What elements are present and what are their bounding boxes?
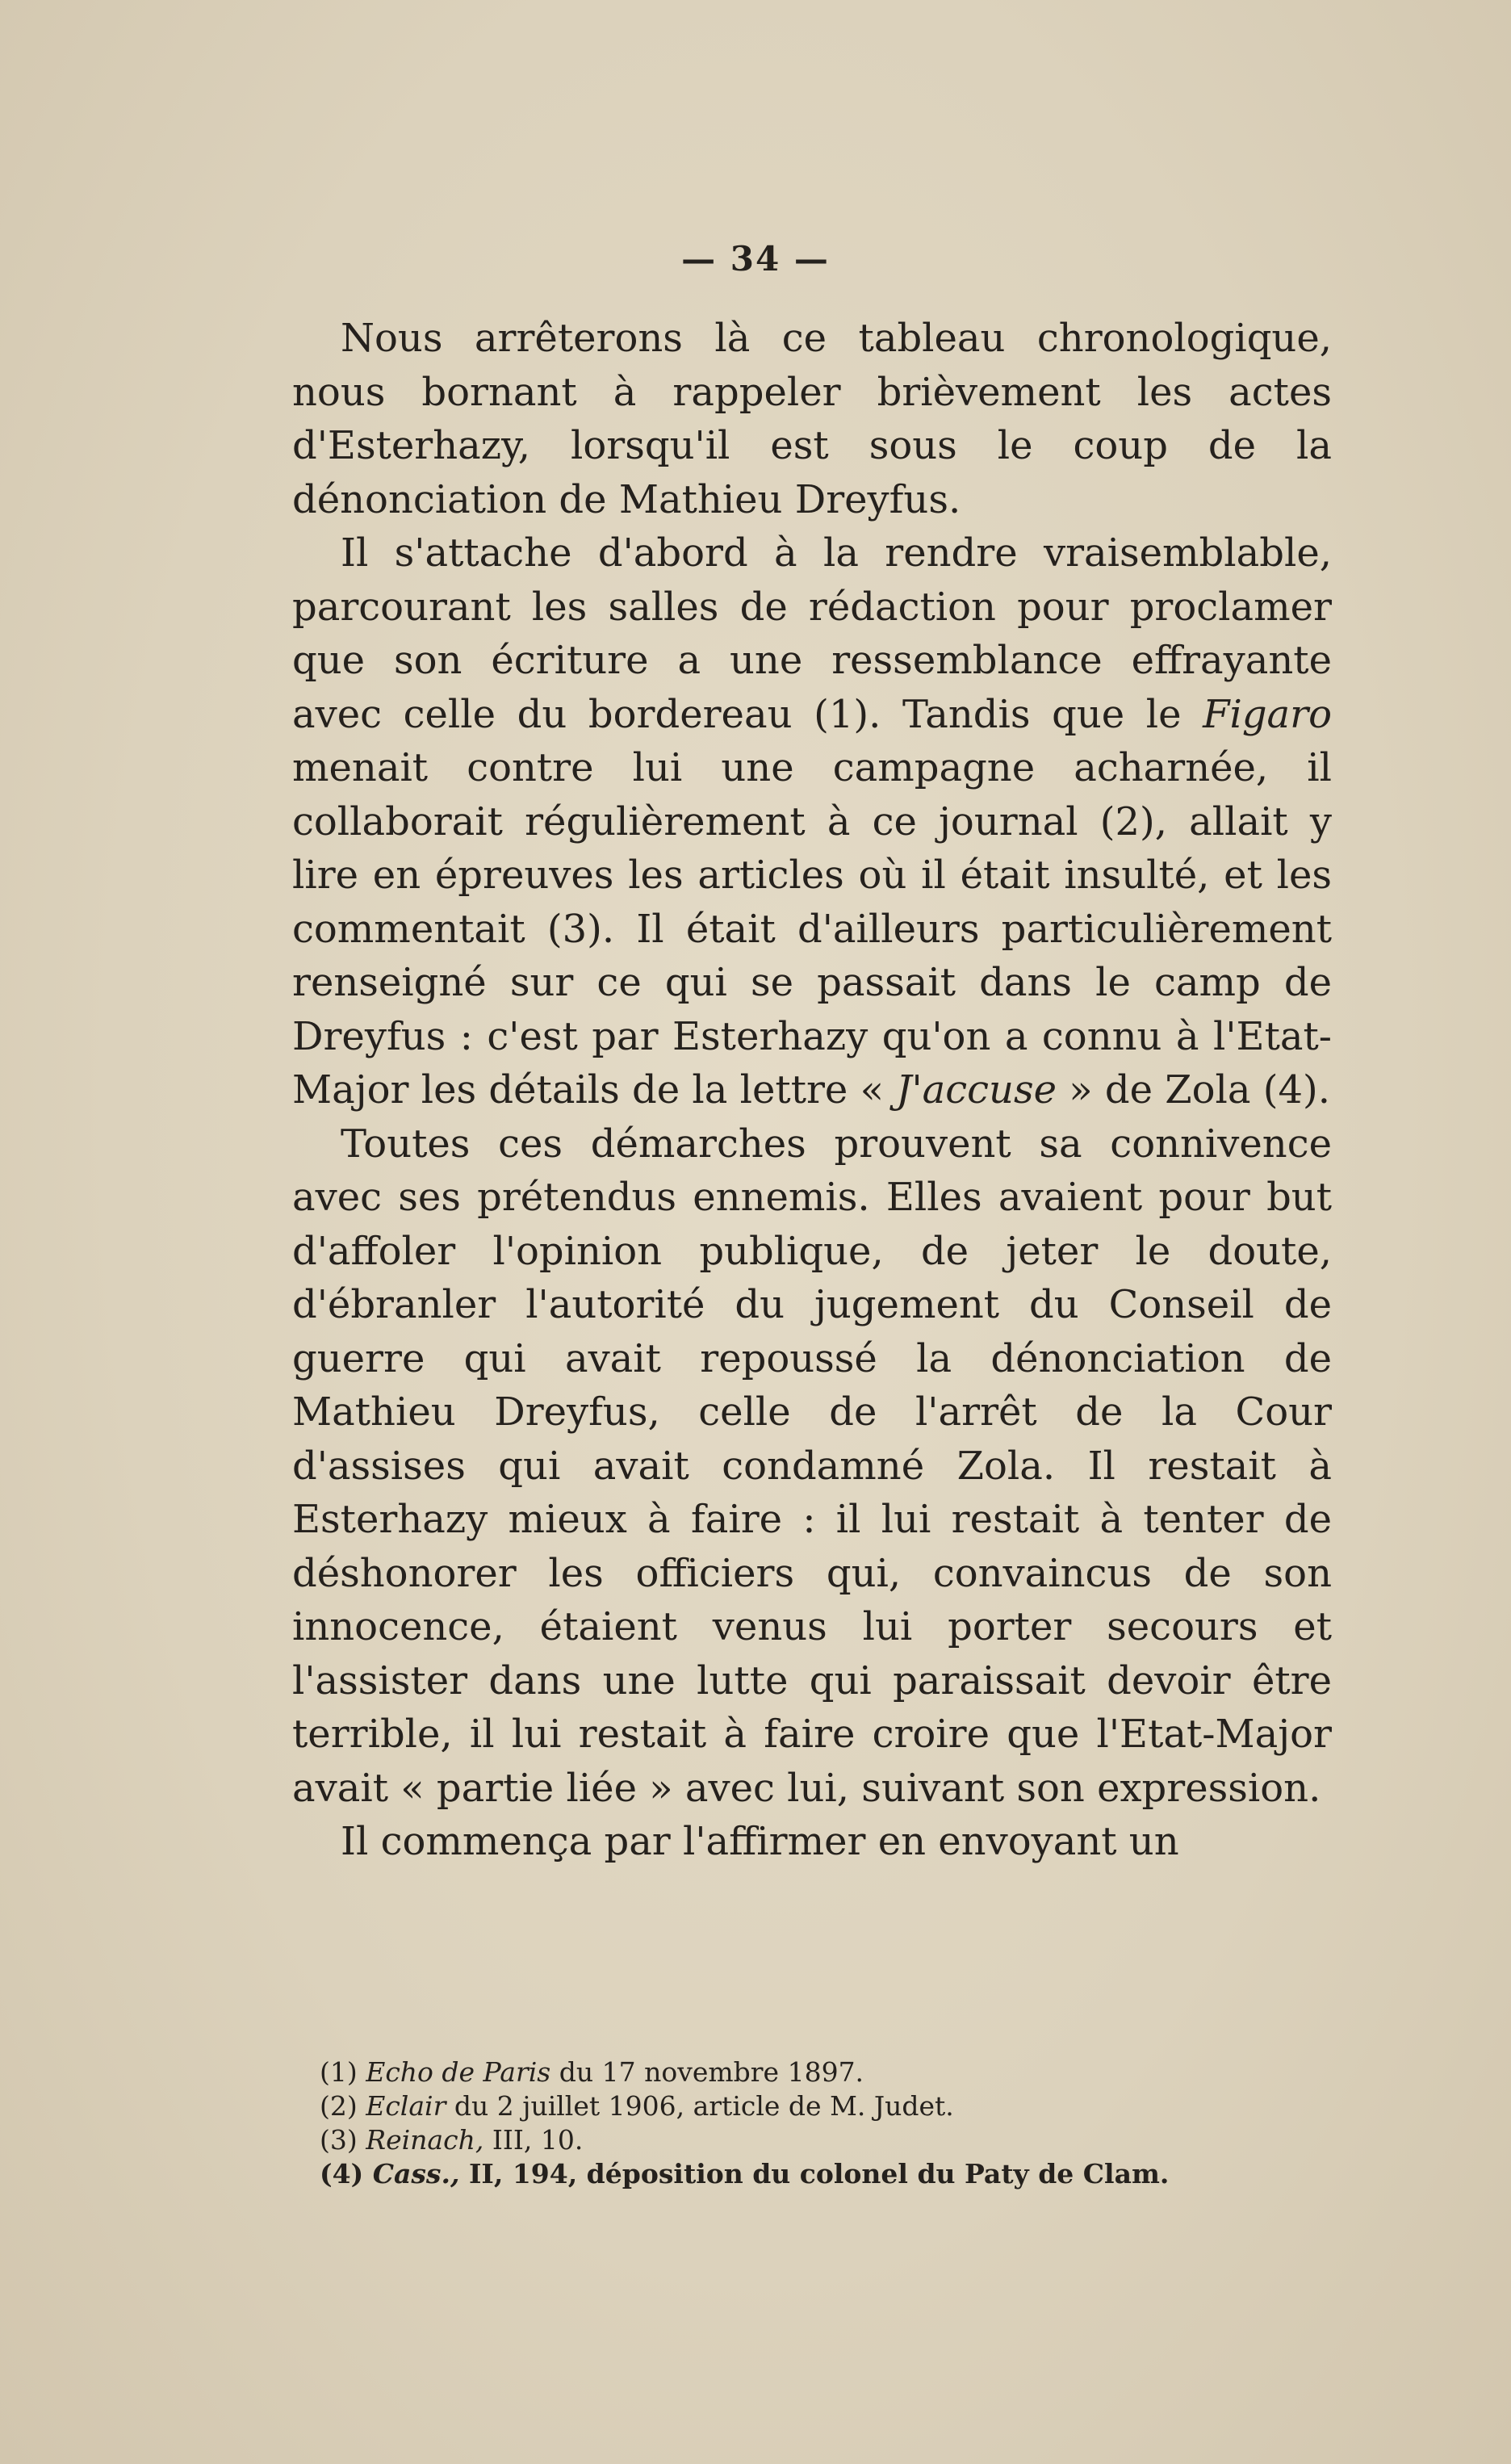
footnote-1 bbox=[320, 2055, 1337, 2089]
paragraph-2-part-a: Il s'attache d'abord à la rendre vraisemblable, parcourant les salles de rédaction pour proclamer que son écriture a une ressemblance effrayante avec celle du bordereau (1). Tandis que le bbox=[292, 530, 1332, 737]
paragraph-2-part-c: » de Zola (4). bbox=[1057, 1067, 1330, 1113]
footnote-source: Reinach, bbox=[366, 2124, 484, 2156]
body-text bbox=[292, 312, 1332, 1869]
footnote-number: (1) bbox=[320, 2056, 366, 2088]
footnote-number: (3) bbox=[320, 2124, 366, 2156]
paragraph-2 bbox=[292, 526, 1332, 1117]
footnote-text: II, 194, déposition du colonel du Paty de Clam. bbox=[459, 2158, 1170, 2190]
footnote-text: du 17 novembre 1897. bbox=[550, 2056, 864, 2088]
letter-title-jaccuse: J'accuse bbox=[896, 1067, 1057, 1113]
footnote-2 bbox=[320, 2089, 1337, 2123]
page-number: — 34 — bbox=[681, 239, 830, 279]
paragraph-1: Nous arrêterons là ce tableau chronologique, nous bornant à rappeler brièvement les actes d'Esterhazy, lorsqu'il est sous le coup de la dénonciation de Mathieu Dreyfus. bbox=[292, 316, 1332, 522]
footnotes bbox=[320, 2055, 1337, 2191]
footnote-text: III, 10. bbox=[483, 2124, 584, 2156]
footnote-number: (4) bbox=[320, 2158, 373, 2190]
footnote-3 bbox=[320, 2123, 1337, 2157]
paragraph-3: Toutes ces démarches prouvent sa connivence avec ses prétendus ennemis. Elles avaient pour but d'affoler l'opinion publique, de jeter le doute, d'ébranler l'autorité du jugement du Conseil de guerre qui avait repoussé la dénonciation de Mathieu Dreyfus, celle de l'arrêt de la Cour d'assises qui avait condamné Zola. Il restait à Esterhazy mieux à faire : il lui restait à tenter de déshonorer les officiers qui, convaincus de son innocence, étaient venus lui porter secours et l'assister dans une lutte qui paraissait devoir être terrible, il lui restait à faire croire que l'Etat-Major avait « partie liée » avec lui, suivant son expression. bbox=[292, 1121, 1332, 1811]
newspaper-title-figaro: Figaro bbox=[1203, 691, 1332, 737]
paragraph-2-part-b: menait contre lui une campagne acharnée, il collaborait régulièrement à ce journal (2), allait y lire en épreuves les articles où il était insulté, et les commentait (3). Il était d'ailleurs particulièrement renseigné sur ce qui se passait dans le camp de Dreyfus : c'est par Esterhazy qu'on a connu à l'Etat-Major les détails de la lettre « bbox=[292, 745, 1332, 1113]
footnote-source: Cass., bbox=[372, 2158, 460, 2190]
footnote-source: Eclair bbox=[366, 2090, 446, 2122]
footnote-number: (2) bbox=[320, 2090, 366, 2122]
footnote-source: Echo de Paris bbox=[366, 2056, 551, 2088]
paragraph-4: Il commença par l'affirmer en envoyant un bbox=[341, 1819, 1179, 1864]
footnote-4 bbox=[320, 2157, 1337, 2191]
footnote-text: du 2 juillet 1906, article de M. Judet. bbox=[446, 2090, 954, 2122]
